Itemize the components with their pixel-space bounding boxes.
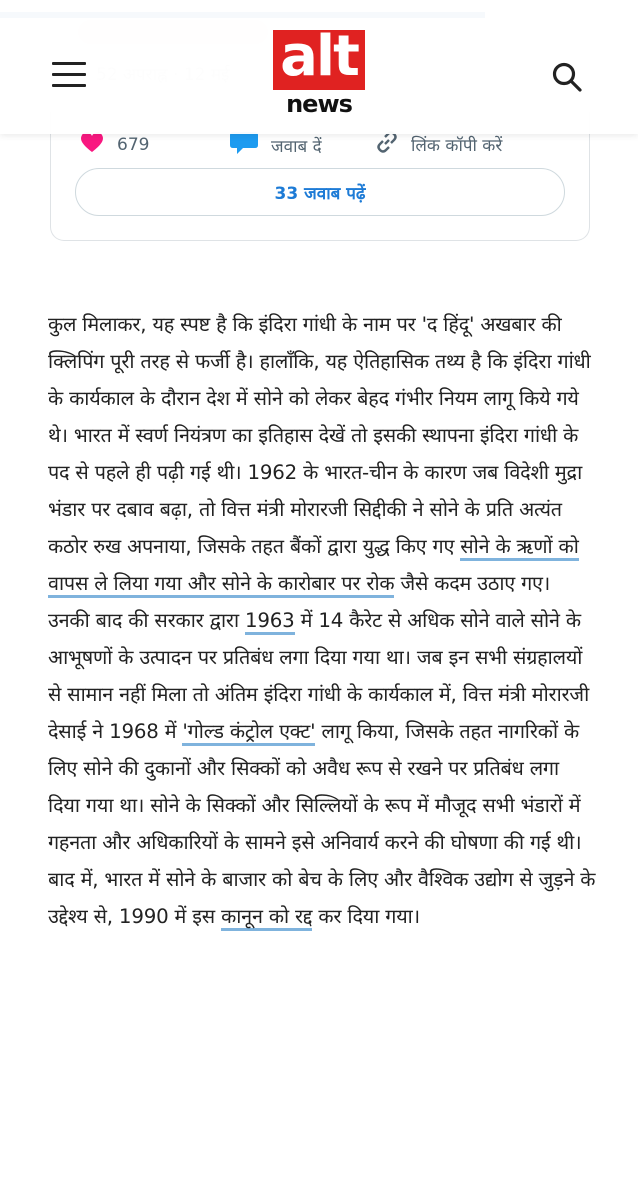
link-law-repealed[interactable]: कानून को रद्द [221,905,312,931]
paragraph-text-4: लागू किया, जिसके तहत नागरिकों के लिए सोने की दुकानों और सिक्कों को अवैध रूप से रखने पर प्रतिबंध लगा दिया गया था। सोने के सिक्कों और सिल्लियों के रूप में मौजूद सभी भंडारों में गहनता और अधिकारियों के सामने इसे अनिवार्य करने की घोषणा की गई थी। बाद में, भारत में सोने के बाजार को बेच के लिए और वैश्विक उद्योग से जुड़ने के उद्देश्य से, 1990 में इस [48,720,596,928]
link-icon [375,130,399,159]
heart-icon [79,130,105,159]
logo-alt-text: alt [273,30,365,90]
article-body [48,306,596,935]
search-icon[interactable] [550,60,584,94]
reply-label: जवाब दें [271,137,322,157]
link-gold-control-act[interactable]: 'गोल्ड कंट्रोल एक्ट' [182,720,315,746]
article-paragraph [48,306,596,935]
copy-link-action[interactable] [375,130,502,159]
link-gold-loans-recall[interactable]: सोने के ऋणों को वापस ले लिया गया और सोने के कारोबार पर रोक [48,535,579,598]
paragraph-text-3: में 14 कैरेट से अधिक सोने वाले सोने के आभूषणों के उत्पादन पर प्रतिबंध लगा दिया गया था। जब इन सभी संग्रहालयों से सामान नहीं मिला तो अंतिम इंदिरा गांधी के कार्यकाल में, वित्त मंत्री मोरारजी देसाई ने 1968 में [48,609,590,743]
copy-link-label: लिंक कॉपी करें [411,136,503,156]
logo-news-text: news [286,90,352,118]
tweet-action-row [79,130,559,160]
paragraph-text-2: जैसे कदम उठाए गए। उनकी बाद की सरकार द्वारा [48,572,551,632]
read-replies-button[interactable]: 33 जवाब पढ़ें [75,168,565,216]
hamburger-icon[interactable] [52,62,86,90]
paragraph-text-5: कर दिया गया। [312,905,420,928]
site-header [0,0,638,134]
reply-action[interactable] [229,130,322,161]
reply-bubble-icon [229,130,259,161]
like-count: 679 [117,134,150,155]
like-action[interactable] [79,130,149,159]
link-1963[interactable]: 1963 [245,609,295,635]
paragraph-text-1: कुल मिलाकर, यह स्पष्ट है कि इंदिरा गांधी के नाम पर 'द हिंदू' अखबार की क्लिपिंग पूरी तरह से फर्जी है। हालाँकि, यह ऐतिहासिक तथ्य है कि इंदिरा गांधी के कार्यकाल के दौरान देश में सोने को लेकर बेहद गंभीर नियम लागू किये गये थे। भारत में स्वर्ण नियंत्रण का इतिहास देखें तो इसकी स्थापना इंदिरा गांधी के पद से पहले ही पढ़ी गई थी। 1962 के भारत-चीन के कारण जब विदेशी मुद्रा भंडार पर दबाव बढ़ा, तो वित्त मंत्री मोरारजी सिद्दीकी ने सोने के प्रति अत्यंत कठोर रुख अपनाया, जिसके तहत बैंकों द्वारा युद्ध किए गए [48,313,591,558]
alt-news-logo[interactable] [273,24,365,120]
